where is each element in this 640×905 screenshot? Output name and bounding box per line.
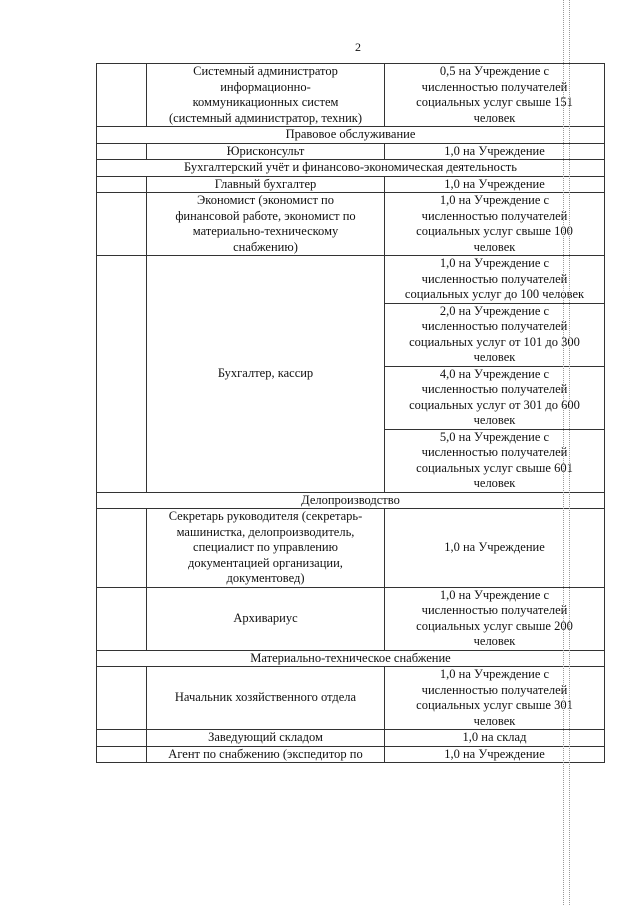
norm-cell: 1,0 на Учреждение с численностью получателей социальных услуг свыше 301 человек — [385, 667, 605, 730]
position-cell: Заведующий складом — [147, 730, 385, 747]
section-title: Правовое обслуживание — [97, 127, 605, 144]
table-row — [97, 143, 605, 160]
scan-gutter-line — [569, 0, 570, 905]
section-title: Материально-техническое снабжение — [97, 650, 605, 667]
norm-cell: 1,0 на Учреждение с численностью получателей социальных услуг до 100 человек — [385, 256, 605, 304]
position-cell: Агент по снабжению (экспедитор по — [147, 746, 385, 763]
position-cell: Юрисконсульт — [147, 143, 385, 160]
index-cell — [97, 143, 147, 160]
table-row — [97, 256, 605, 304]
index-cell — [97, 667, 147, 730]
table-row — [97, 746, 605, 763]
index-cell — [97, 256, 147, 493]
position-cell: Секретарь руководителя (секретарь- машинистка, делопроизводитель, специалист по управлению документацией организации, документовед) — [147, 509, 385, 588]
norm-cell: 0,5 на Учреждение с численностью получателей социальных услуг свыше 151 человек — [385, 64, 605, 127]
norm-cell: 4,0 на Учреждение с численностью получателей социальных услуг от 301 до 600 человек — [385, 366, 605, 429]
section-row — [97, 650, 605, 667]
norm-cell: 1,0 на Учреждение — [385, 509, 605, 588]
staffing-table — [96, 63, 605, 763]
section-row — [97, 160, 605, 177]
position-cell: Бухгалтер, кассир — [147, 256, 385, 493]
position-cell: Архивариус — [147, 587, 385, 650]
position-cell: Экономист (экономист по финансовой работе, экономист по материально-техническому снабжению) — [147, 193, 385, 256]
norm-cell: 2,0 на Учреждение с численностью получателей социальных услуг от 101 до 300 человек — [385, 303, 605, 366]
index-cell — [97, 730, 147, 747]
table-row — [97, 509, 605, 588]
norm-cell: 1,0 на Учреждение — [385, 176, 605, 193]
table-row — [97, 193, 605, 256]
table-row — [97, 730, 605, 747]
table-row — [97, 176, 605, 193]
section-title: Бухгалтерский учёт и финансово-экономическая деятельность — [97, 160, 605, 177]
section-row — [97, 127, 605, 144]
position-cell: Начальник хозяйственного отдела — [147, 667, 385, 730]
index-cell — [97, 193, 147, 256]
scan-gutter-line — [563, 0, 564, 905]
index-cell — [97, 587, 147, 650]
index-cell — [97, 64, 147, 127]
index-cell — [97, 746, 147, 763]
table-row — [97, 667, 605, 730]
index-cell — [97, 509, 147, 588]
section-row — [97, 492, 605, 509]
norm-cell: 1,0 на склад — [385, 730, 605, 747]
table-row — [97, 587, 605, 650]
norm-cell: 1,0 на Учреждение — [385, 746, 605, 763]
position-cell: Системный администратор информационно- коммуникационных систем (системный администратор, техник) — [147, 64, 385, 127]
norm-cell: 1,0 на Учреждение с численностью получателей социальных услуг свыше 200 человек — [385, 587, 605, 650]
page-number: 2 — [355, 40, 361, 54]
norm-cell: 5,0 на Учреждение с численностью получателей социальных услуг свыше 601 человек — [385, 429, 605, 492]
table-row — [97, 64, 605, 127]
section-title: Делопроизводство — [97, 492, 605, 509]
index-cell — [97, 176, 147, 193]
norm-cell: 1,0 на Учреждение — [385, 143, 605, 160]
norm-cell: 1,0 на Учреждение с численностью получателей социальных услуг свыше 100 человек — [385, 193, 605, 256]
position-cell: Главный бухгалтер — [147, 176, 385, 193]
